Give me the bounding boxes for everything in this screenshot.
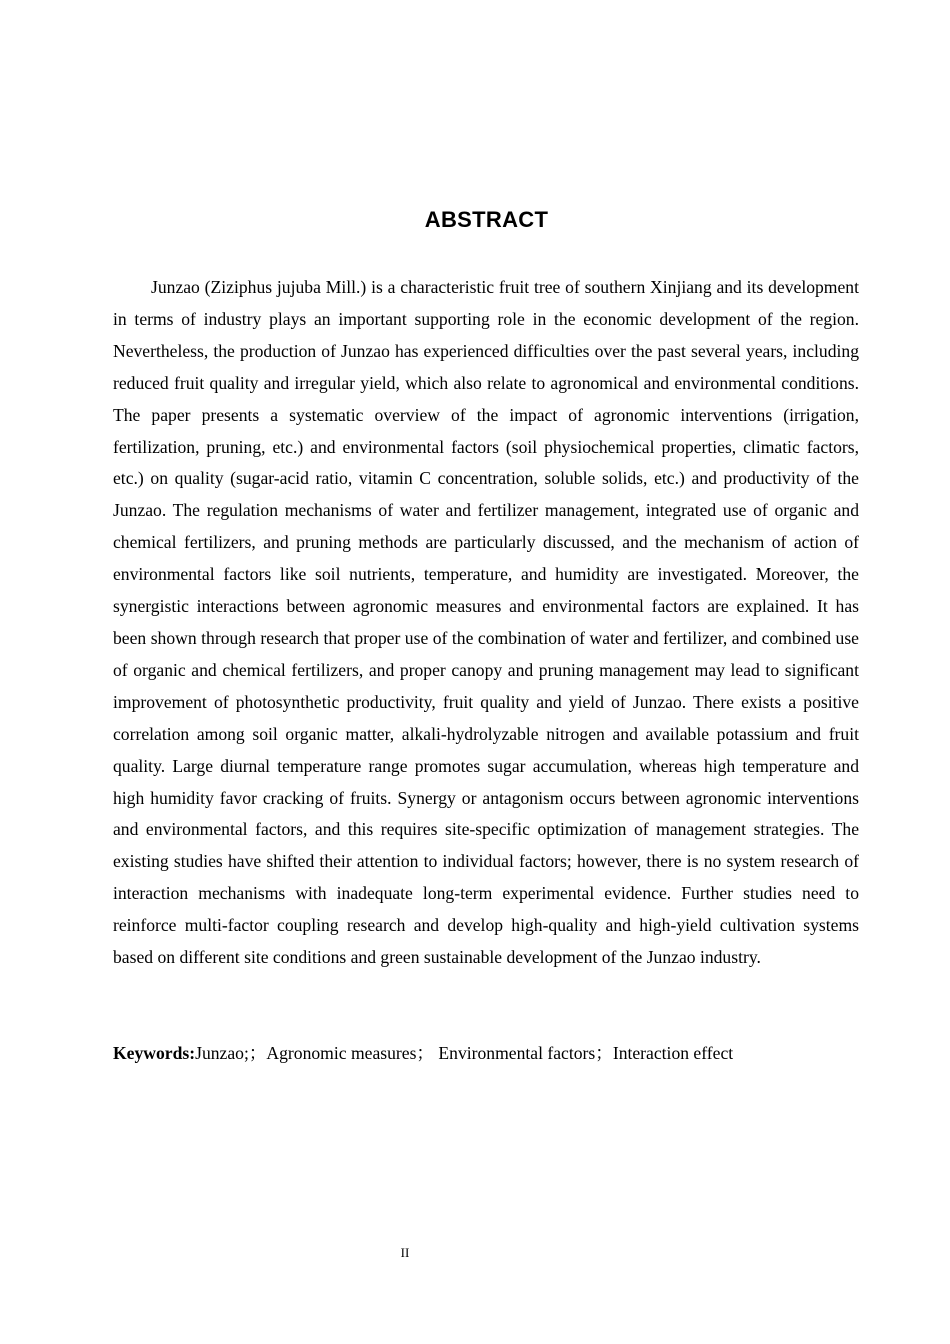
keywords-line (113, 1038, 859, 1070)
keywords-text: Junzao;；Agronomic measures； Environmental factors；Interaction effect (195, 1043, 734, 1063)
abstract-body: Junzao (Ziziphus jujuba Mill.) is a characteristic fruit tree of southern Xinjiang and its development in terms of industry plays an important supporting role in the economic development of the region. Nevertheless, the production of Junzao has experienced difficulties over the past several years, including reduced fruit quality and irregular yield, which also relate to agronomical and environmental conditions. The paper presents a systematic overview of the impact of agronomic interventions (irrigation, fertilization, pruning, etc.) and environmental factors (soil physiochemical properties, climatic factors, etc.) on quality (sugar-acid ratio, vitamin C concentration, soluble solids, etc.) and productivity of the Junzao. The regulation mechanisms of water and fertilizer management, integrated use of organic and chemical fertilizers, and pruning methods are particularly discussed, and the mechanism of action of environmental factors like soil nutrients, temperature, and humidity are investigated. Moreover, the synergistic interactions between agronomic measures and environmental factors are explained. It has been shown through research that proper use of the combination of water and fertilizer, and combined use of organic and chemical fertilizers, and proper canopy and pruning management may lead to significant improvement of photosynthetic productivity, fruit quality and yield of Junzao. There exists a positive correlation among soil organic matter, alkali-hydrolyzable nitrogen and available potassium and fruit quality. Large diurnal temperature range promotes sugar accumulation, whereas high temperature and high humidity favor cracking of fruits. Synergy or antagonism occurs between agronomic interventions and environmental factors, and this requires site-specific optimization of management strategies. The existing studies have shifted their attention to individual factors; however, there is no system research of interaction mechanisms with inadequate long-term experimental evidence. Further studies need to reinforce multi-factor coupling research and develop high-quality and high-yield cultivation systems based on different site conditions and green sustainable development of the Junzao industry. (113, 277, 859, 968)
keywords-label: Keywords: (113, 1043, 196, 1063)
page-number: II (400, 1245, 410, 1260)
abstract-title: ABSTRACT (424, 207, 549, 232)
